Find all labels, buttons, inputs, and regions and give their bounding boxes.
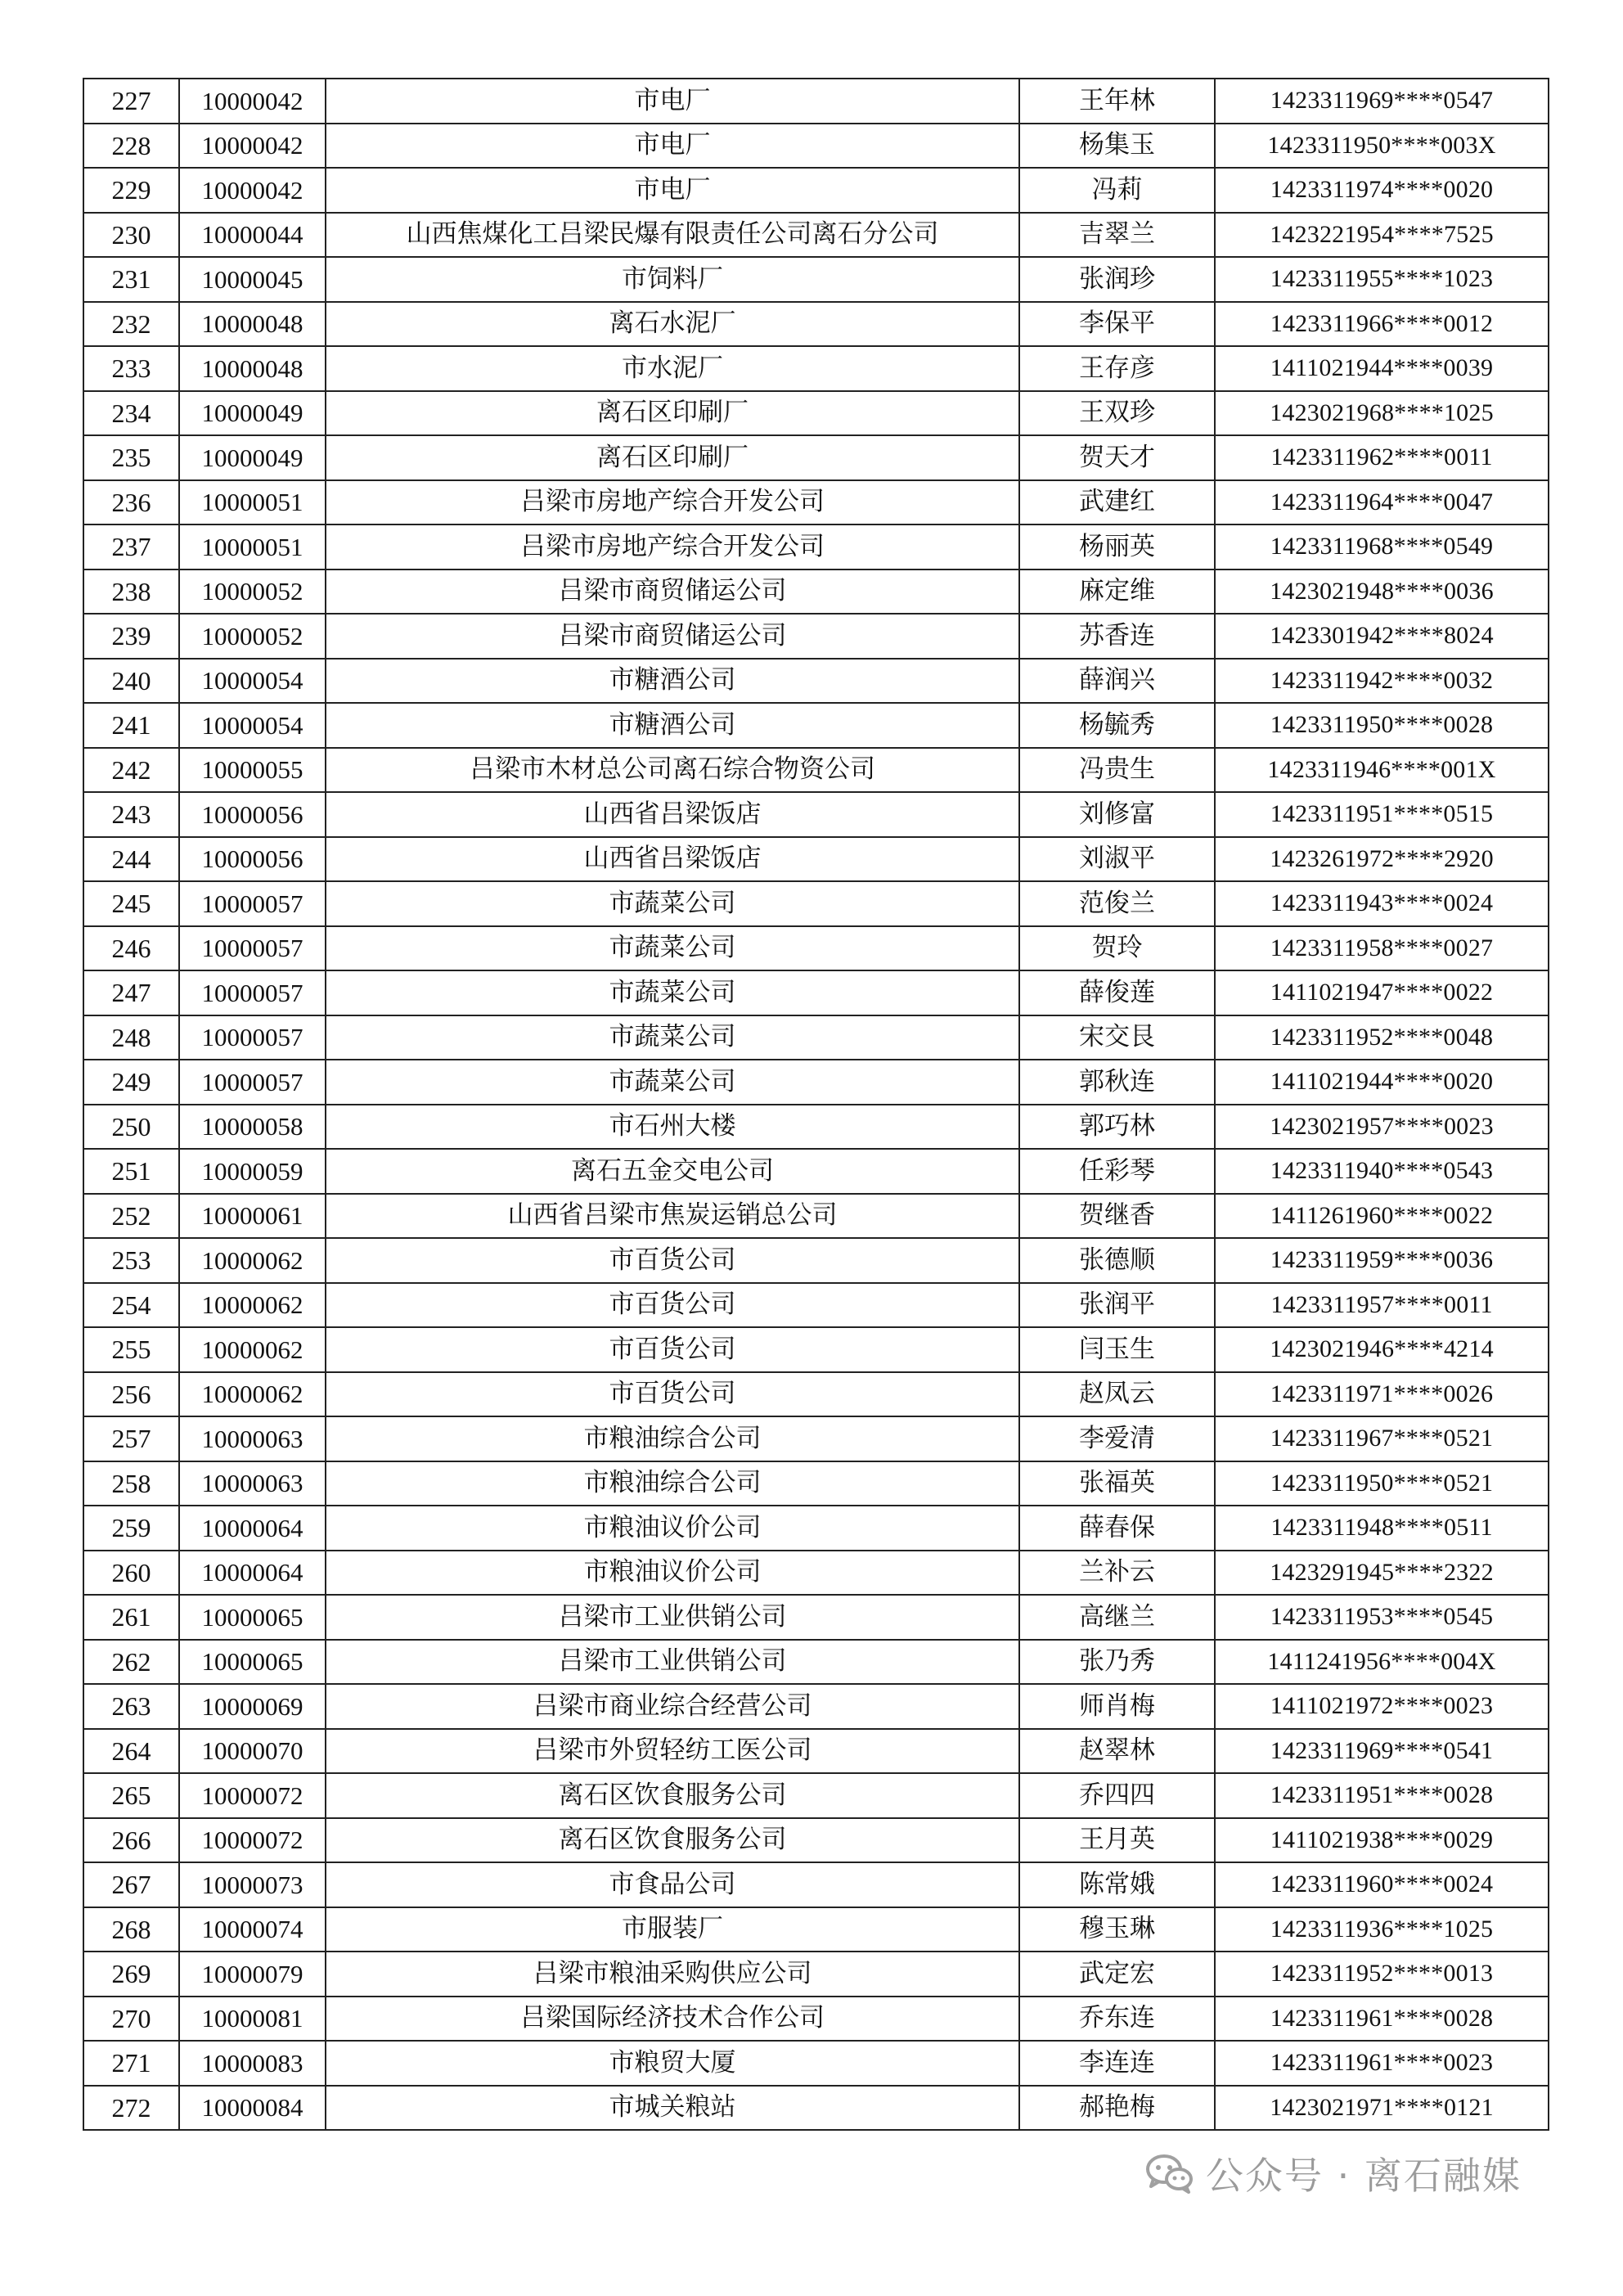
unit-name-cell: 市蔬菜公司 bbox=[326, 1015, 1019, 1060]
seq-cell: 268 bbox=[83, 1907, 179, 1952]
unit-code-cell: 10000042 bbox=[179, 124, 326, 169]
table-row bbox=[83, 302, 1549, 347]
id-number-cell: 1411021938****0029 bbox=[1215, 1818, 1549, 1863]
id-number-cell: 1423021948****0036 bbox=[1215, 569, 1549, 615]
unit-code-cell: 10000069 bbox=[179, 1684, 326, 1729]
seq-cell: 239 bbox=[83, 614, 179, 659]
unit-code-cell: 10000070 bbox=[179, 1729, 326, 1774]
id-number-cell: 1423311966****0012 bbox=[1215, 302, 1549, 347]
table-row bbox=[83, 1060, 1549, 1105]
person-name-cell: 李保平 bbox=[1019, 302, 1215, 347]
unit-name-cell: 山西省吕梁饭店 bbox=[326, 837, 1019, 882]
table-row bbox=[83, 1862, 1549, 1907]
id-number-cell: 1423311969****0541 bbox=[1215, 1729, 1549, 1774]
seq-cell: 270 bbox=[83, 1997, 179, 2042]
seq-cell: 245 bbox=[83, 881, 179, 926]
unit-name-cell: 离石区饮食服务公司 bbox=[326, 1773, 1019, 1818]
seq-cell: 250 bbox=[83, 1105, 179, 1150]
table-row bbox=[83, 1327, 1549, 1372]
unit-code-cell: 10000057 bbox=[179, 970, 326, 1015]
table-row bbox=[83, 1997, 1549, 2042]
unit-name-cell: 吕梁市商业综合经营公司 bbox=[326, 1684, 1019, 1729]
unit-name-cell: 市百货公司 bbox=[326, 1283, 1019, 1328]
table-row bbox=[83, 2041, 1549, 2086]
unit-code-cell: 10000072 bbox=[179, 1773, 326, 1818]
unit-code-cell: 10000062 bbox=[179, 1327, 326, 1372]
seq-cell: 238 bbox=[83, 569, 179, 615]
id-number-cell: 1423311950****0521 bbox=[1215, 1461, 1549, 1506]
table-row bbox=[83, 1684, 1549, 1729]
unit-name-cell: 市糖酒公司 bbox=[326, 659, 1019, 704]
table-row bbox=[83, 1015, 1549, 1060]
document-page bbox=[83, 78, 1548, 2131]
roster-table-body bbox=[83, 79, 1549, 2130]
unit-name-cell: 市粮油综合公司 bbox=[326, 1416, 1019, 1461]
person-name-cell: 任彩琴 bbox=[1019, 1149, 1215, 1194]
person-name-cell: 张福英 bbox=[1019, 1461, 1215, 1506]
id-number-cell: 1423311946****001X bbox=[1215, 748, 1549, 793]
person-name-cell: 刘修富 bbox=[1019, 792, 1215, 837]
person-name-cell: 乔四四 bbox=[1019, 1773, 1215, 1818]
unit-code-cell: 10000049 bbox=[179, 391, 326, 436]
id-number-cell: 1423021957****0023 bbox=[1215, 1105, 1549, 1150]
seq-cell: 262 bbox=[83, 1640, 179, 1685]
unit-code-cell: 10000045 bbox=[179, 257, 326, 302]
table-row bbox=[83, 1461, 1549, 1506]
person-name-cell: 薛俊莲 bbox=[1019, 970, 1215, 1015]
seq-cell: 269 bbox=[83, 1952, 179, 1997]
id-number-cell: 1423311969****0547 bbox=[1215, 79, 1549, 124]
id-number-cell: 1411021944****0039 bbox=[1215, 346, 1549, 391]
id-number-cell: 1423311948****0511 bbox=[1215, 1506, 1549, 1551]
unit-code-cell: 10000057 bbox=[179, 926, 326, 971]
id-number-cell: 1411261960****0022 bbox=[1215, 1194, 1549, 1239]
person-name-cell: 贺天才 bbox=[1019, 435, 1215, 480]
table-row bbox=[83, 2086, 1549, 2131]
unit-code-cell: 10000074 bbox=[179, 1907, 326, 1952]
seq-cell: 263 bbox=[83, 1684, 179, 1729]
unit-code-cell: 10000079 bbox=[179, 1952, 326, 1997]
seq-cell: 231 bbox=[83, 257, 179, 302]
unit-code-cell: 10000064 bbox=[179, 1506, 326, 1551]
table-row bbox=[83, 257, 1549, 302]
unit-name-cell: 市粮油议价公司 bbox=[326, 1551, 1019, 1596]
person-name-cell: 闫玉生 bbox=[1019, 1327, 1215, 1372]
unit-name-cell: 市蔬菜公司 bbox=[326, 926, 1019, 971]
seq-cell: 228 bbox=[83, 124, 179, 169]
roster-table bbox=[83, 78, 1549, 2131]
unit-code-cell: 10000058 bbox=[179, 1105, 326, 1150]
watermark-text: 公众号 · 离石融媒 bbox=[1206, 2154, 1522, 2198]
unit-name-cell: 市水泥厂 bbox=[326, 346, 1019, 391]
person-name-cell: 张德顺 bbox=[1019, 1238, 1215, 1283]
unit-code-cell: 10000061 bbox=[179, 1194, 326, 1239]
person-name-cell: 麻定维 bbox=[1019, 569, 1215, 615]
id-number-cell: 1423311943****0024 bbox=[1215, 881, 1549, 926]
person-name-cell: 刘淑平 bbox=[1019, 837, 1215, 882]
seq-cell: 257 bbox=[83, 1416, 179, 1461]
table-row bbox=[83, 1506, 1549, 1551]
table-row bbox=[83, 391, 1549, 436]
seq-cell: 243 bbox=[83, 792, 179, 837]
seq-cell: 237 bbox=[83, 524, 179, 569]
unit-name-cell: 吕梁市木材总公司离石综合物资公司 bbox=[326, 748, 1019, 793]
person-name-cell: 赵翠林 bbox=[1019, 1729, 1215, 1774]
unit-code-cell: 10000065 bbox=[179, 1595, 326, 1640]
person-name-cell: 赵凤云 bbox=[1019, 1372, 1215, 1417]
table-row bbox=[83, 1729, 1549, 1774]
unit-code-cell: 10000073 bbox=[179, 1862, 326, 1907]
unit-code-cell: 10000048 bbox=[179, 302, 326, 347]
table-row bbox=[83, 1818, 1549, 1863]
unit-name-cell: 离石区印刷厂 bbox=[326, 435, 1019, 480]
unit-name-cell: 吕梁市外贸轻纺工医公司 bbox=[326, 1729, 1019, 1774]
person-name-cell: 师肖梅 bbox=[1019, 1684, 1215, 1729]
person-name-cell: 杨毓秀 bbox=[1019, 703, 1215, 748]
id-number-cell: 1423311961****0028 bbox=[1215, 1997, 1549, 2042]
table-row bbox=[83, 346, 1549, 391]
unit-code-cell: 10000042 bbox=[179, 168, 326, 213]
person-name-cell: 王存彦 bbox=[1019, 346, 1215, 391]
table-row bbox=[83, 703, 1549, 748]
table-row bbox=[83, 1149, 1549, 1194]
table-row bbox=[83, 524, 1549, 569]
person-name-cell: 苏香连 bbox=[1019, 614, 1215, 659]
seq-cell: 256 bbox=[83, 1372, 179, 1417]
person-name-cell: 穆玉琳 bbox=[1019, 1907, 1215, 1952]
table-row bbox=[83, 881, 1549, 926]
unit-name-cell: 离石水泥厂 bbox=[326, 302, 1019, 347]
seq-cell: 253 bbox=[83, 1238, 179, 1283]
id-number-cell: 1423311959****0036 bbox=[1215, 1238, 1549, 1283]
table-row bbox=[83, 926, 1549, 971]
seq-cell: 264 bbox=[83, 1729, 179, 1774]
person-name-cell: 王月英 bbox=[1019, 1818, 1215, 1863]
seq-cell: 232 bbox=[83, 302, 179, 347]
seq-cell: 227 bbox=[83, 79, 179, 124]
person-name-cell: 宋交艮 bbox=[1019, 1015, 1215, 1060]
id-number-cell: 1423311953****0545 bbox=[1215, 1595, 1549, 1640]
unit-name-cell: 市蔬菜公司 bbox=[326, 1060, 1019, 1105]
seq-cell: 233 bbox=[83, 346, 179, 391]
unit-name-cell: 市食品公司 bbox=[326, 1862, 1019, 1907]
unit-code-cell: 10000052 bbox=[179, 569, 326, 615]
person-name-cell: 范俊兰 bbox=[1019, 881, 1215, 926]
unit-name-cell: 市粮贸大厦 bbox=[326, 2041, 1019, 2086]
person-name-cell: 张乃秀 bbox=[1019, 1640, 1215, 1685]
person-name-cell: 郭秋连 bbox=[1019, 1060, 1215, 1105]
unit-name-cell: 吕梁市房地产综合开发公司 bbox=[326, 480, 1019, 525]
unit-code-cell: 10000064 bbox=[179, 1551, 326, 1596]
watermark bbox=[1145, 2142, 1522, 2204]
person-name-cell: 武建红 bbox=[1019, 480, 1215, 525]
id-number-cell: 1423021968****1025 bbox=[1215, 391, 1549, 436]
id-number-cell: 1423311940****0543 bbox=[1215, 1149, 1549, 1194]
table-row bbox=[83, 748, 1549, 793]
id-number-cell: 1423311951****0515 bbox=[1215, 792, 1549, 837]
unit-code-cell: 10000084 bbox=[179, 2086, 326, 2131]
unit-code-cell: 10000063 bbox=[179, 1416, 326, 1461]
unit-name-cell: 吕梁市工业供销公司 bbox=[326, 1595, 1019, 1640]
unit-code-cell: 10000055 bbox=[179, 748, 326, 793]
id-number-cell: 1411241956****004X bbox=[1215, 1640, 1549, 1685]
table-row bbox=[83, 79, 1549, 124]
unit-name-cell: 市石州大楼 bbox=[326, 1105, 1019, 1150]
unit-name-cell: 市百货公司 bbox=[326, 1372, 1019, 1417]
unit-name-cell: 离石区印刷厂 bbox=[326, 391, 1019, 436]
seq-cell: 242 bbox=[83, 748, 179, 793]
seq-cell: 248 bbox=[83, 1015, 179, 1060]
table-row bbox=[83, 1283, 1549, 1328]
unit-code-cell: 10000072 bbox=[179, 1818, 326, 1863]
person-name-cell: 张润珍 bbox=[1019, 257, 1215, 302]
unit-name-cell: 市电厂 bbox=[326, 124, 1019, 169]
unit-name-cell: 市电厂 bbox=[326, 79, 1019, 124]
seq-cell: 258 bbox=[83, 1461, 179, 1506]
unit-name-cell: 市糖酒公司 bbox=[326, 703, 1019, 748]
unit-name-cell: 市粮油议价公司 bbox=[326, 1506, 1019, 1551]
id-number-cell: 1423311962****0011 bbox=[1215, 435, 1549, 480]
id-number-cell: 1411021972****0023 bbox=[1215, 1684, 1549, 1729]
unit-name-cell: 市粮油综合公司 bbox=[326, 1461, 1019, 1506]
id-number-cell: 1423311957****0011 bbox=[1215, 1283, 1549, 1328]
seq-cell: 246 bbox=[83, 926, 179, 971]
person-name-cell: 陈常娥 bbox=[1019, 1862, 1215, 1907]
person-name-cell: 薛春保 bbox=[1019, 1506, 1215, 1551]
id-number-cell: 1411021947****0022 bbox=[1215, 970, 1549, 1015]
seq-cell: 235 bbox=[83, 435, 179, 480]
unit-code-cell: 10000062 bbox=[179, 1238, 326, 1283]
unit-code-cell: 10000052 bbox=[179, 614, 326, 659]
unit-name-cell: 吕梁市房地产综合开发公司 bbox=[326, 524, 1019, 569]
id-number-cell: 1423311951****0028 bbox=[1215, 1773, 1549, 1818]
seq-cell: 261 bbox=[83, 1595, 179, 1640]
unit-code-cell: 10000051 bbox=[179, 524, 326, 569]
unit-code-cell: 10000063 bbox=[179, 1461, 326, 1506]
unit-name-cell: 吕梁市工业供销公司 bbox=[326, 1640, 1019, 1685]
id-number-cell: 1423311950****0028 bbox=[1215, 703, 1549, 748]
person-name-cell: 薛润兴 bbox=[1019, 659, 1215, 704]
unit-code-cell: 10000056 bbox=[179, 792, 326, 837]
id-number-cell: 1423311964****0047 bbox=[1215, 480, 1549, 525]
seq-cell: 240 bbox=[83, 659, 179, 704]
seq-cell: 271 bbox=[83, 2041, 179, 2086]
id-number-cell: 1423021971****0121 bbox=[1215, 2086, 1549, 2131]
seq-cell: 259 bbox=[83, 1506, 179, 1551]
seq-cell: 229 bbox=[83, 168, 179, 213]
seq-cell: 251 bbox=[83, 1149, 179, 1194]
person-name-cell: 贺玲 bbox=[1019, 926, 1215, 971]
id-number-cell: 1423311974****0020 bbox=[1215, 168, 1549, 213]
unit-code-cell: 10000054 bbox=[179, 703, 326, 748]
unit-code-cell: 10000049 bbox=[179, 435, 326, 480]
table-row bbox=[83, 435, 1549, 480]
unit-code-cell: 10000062 bbox=[179, 1283, 326, 1328]
unit-name-cell: 离石区饮食服务公司 bbox=[326, 1818, 1019, 1863]
id-number-cell: 1423311961****0023 bbox=[1215, 2041, 1549, 2086]
seq-cell: 265 bbox=[83, 1773, 179, 1818]
table-row bbox=[83, 1551, 1549, 1596]
table-row bbox=[83, 213, 1549, 258]
table-row bbox=[83, 614, 1549, 659]
seq-cell: 260 bbox=[83, 1551, 179, 1596]
id-number-cell: 1423311967****0521 bbox=[1215, 1416, 1549, 1461]
seq-cell: 247 bbox=[83, 970, 179, 1015]
seq-cell: 244 bbox=[83, 837, 179, 882]
unit-name-cell: 山西焦煤化工吕梁民爆有限责任公司离石分公司 bbox=[326, 213, 1019, 258]
unit-name-cell: 市服装厂 bbox=[326, 1907, 1019, 1952]
id-number-cell: 1423301942****8024 bbox=[1215, 614, 1549, 659]
person-name-cell: 贺继香 bbox=[1019, 1194, 1215, 1239]
unit-code-cell: 10000054 bbox=[179, 659, 326, 704]
unit-code-cell: 10000056 bbox=[179, 837, 326, 882]
unit-name-cell: 市百货公司 bbox=[326, 1238, 1019, 1283]
id-number-cell: 1423311968****0549 bbox=[1215, 524, 1549, 569]
seq-cell: 234 bbox=[83, 391, 179, 436]
unit-name-cell: 吕梁市商贸储运公司 bbox=[326, 569, 1019, 615]
unit-code-cell: 10000057 bbox=[179, 881, 326, 926]
table-row bbox=[83, 1907, 1549, 1952]
table-row bbox=[83, 792, 1549, 837]
unit-name-cell: 吕梁国际经济技术合作公司 bbox=[326, 1997, 1019, 2042]
unit-name-cell: 山西省吕梁市焦炭运销总公司 bbox=[326, 1194, 1019, 1239]
person-name-cell: 高继兰 bbox=[1019, 1595, 1215, 1640]
id-number-cell: 1423311942****0032 bbox=[1215, 659, 1549, 704]
table-row bbox=[83, 1640, 1549, 1685]
unit-code-cell: 10000044 bbox=[179, 213, 326, 258]
person-name-cell: 李爱清 bbox=[1019, 1416, 1215, 1461]
seq-cell: 236 bbox=[83, 480, 179, 525]
unit-name-cell: 离石五金交电公司 bbox=[326, 1149, 1019, 1194]
seq-cell: 254 bbox=[83, 1283, 179, 1328]
table-row bbox=[83, 837, 1549, 882]
person-name-cell: 冯莉 bbox=[1019, 168, 1215, 213]
unit-name-cell: 吕梁市粮油采购供应公司 bbox=[326, 1952, 1019, 1997]
id-number-cell: 1423311936****1025 bbox=[1215, 1907, 1549, 1952]
table-row bbox=[83, 168, 1549, 213]
id-number-cell: 1423291945****2322 bbox=[1215, 1551, 1549, 1596]
id-number-cell: 1423261972****2920 bbox=[1215, 837, 1549, 882]
id-number-cell: 1423311950****003X bbox=[1215, 124, 1549, 169]
table-row bbox=[83, 1416, 1549, 1461]
person-name-cell: 杨丽英 bbox=[1019, 524, 1215, 569]
seq-cell: 241 bbox=[83, 703, 179, 748]
person-name-cell: 李连连 bbox=[1019, 2041, 1215, 2086]
unit-code-cell: 10000081 bbox=[179, 1997, 326, 2042]
seq-cell: 267 bbox=[83, 1862, 179, 1907]
id-number-cell: 1423021946****4214 bbox=[1215, 1327, 1549, 1372]
id-number-cell: 1423311952****0013 bbox=[1215, 1952, 1549, 1997]
unit-code-cell: 10000042 bbox=[179, 79, 326, 124]
seq-cell: 230 bbox=[83, 213, 179, 258]
table-row bbox=[83, 480, 1549, 525]
table-row bbox=[83, 659, 1549, 704]
table-row bbox=[83, 1194, 1549, 1239]
table-row bbox=[83, 1595, 1549, 1640]
seq-cell: 252 bbox=[83, 1194, 179, 1239]
seq-cell: 272 bbox=[83, 2086, 179, 2131]
wechat-icon bbox=[1145, 2152, 1194, 2195]
table-row bbox=[83, 970, 1549, 1015]
table-row bbox=[83, 1105, 1549, 1150]
person-name-cell: 张润平 bbox=[1019, 1283, 1215, 1328]
person-name-cell: 王年林 bbox=[1019, 79, 1215, 124]
unit-name-cell: 市蔬菜公司 bbox=[326, 970, 1019, 1015]
unit-name-cell: 山西省吕梁饭店 bbox=[326, 792, 1019, 837]
unit-name-cell: 市蔬菜公司 bbox=[326, 881, 1019, 926]
table-row bbox=[83, 1238, 1549, 1283]
id-number-cell: 1423311971****0026 bbox=[1215, 1372, 1549, 1417]
person-name-cell: 武定宏 bbox=[1019, 1952, 1215, 1997]
unit-code-cell: 10000048 bbox=[179, 346, 326, 391]
person-name-cell: 郭巧林 bbox=[1019, 1105, 1215, 1150]
id-number-cell: 1411021944****0020 bbox=[1215, 1060, 1549, 1105]
unit-code-cell: 10000051 bbox=[179, 480, 326, 525]
id-number-cell: 1423311960****0024 bbox=[1215, 1862, 1549, 1907]
person-name-cell: 乔东连 bbox=[1019, 1997, 1215, 2042]
seq-cell: 266 bbox=[83, 1818, 179, 1863]
unit-name-cell: 市电厂 bbox=[326, 168, 1019, 213]
id-number-cell: 1423311952****0048 bbox=[1215, 1015, 1549, 1060]
table-row bbox=[83, 569, 1549, 615]
table-row bbox=[83, 124, 1549, 169]
unit-name-cell: 市城关粮站 bbox=[326, 2086, 1019, 2131]
table-row bbox=[83, 1372, 1549, 1417]
unit-name-cell: 市百货公司 bbox=[326, 1327, 1019, 1372]
person-name-cell: 冯贵生 bbox=[1019, 748, 1215, 793]
seq-cell: 255 bbox=[83, 1327, 179, 1372]
table-row bbox=[83, 1952, 1549, 1997]
unit-code-cell: 10000057 bbox=[179, 1060, 326, 1105]
id-number-cell: 1423311958****0027 bbox=[1215, 926, 1549, 971]
unit-name-cell: 市饲料厂 bbox=[326, 257, 1019, 302]
unit-code-cell: 10000059 bbox=[179, 1149, 326, 1194]
person-name-cell: 吉翠兰 bbox=[1019, 213, 1215, 258]
unit-code-cell: 10000057 bbox=[179, 1015, 326, 1060]
seq-cell: 249 bbox=[83, 1060, 179, 1105]
person-name-cell: 杨集玉 bbox=[1019, 124, 1215, 169]
unit-code-cell: 10000065 bbox=[179, 1640, 326, 1685]
person-name-cell: 兰补云 bbox=[1019, 1551, 1215, 1596]
person-name-cell: 王双珍 bbox=[1019, 391, 1215, 436]
unit-code-cell: 10000062 bbox=[179, 1372, 326, 1417]
table-row bbox=[83, 1773, 1549, 1818]
id-number-cell: 1423221954****7525 bbox=[1215, 213, 1549, 258]
unit-code-cell: 10000083 bbox=[179, 2041, 326, 2086]
person-name-cell: 郝艳梅 bbox=[1019, 2086, 1215, 2131]
id-number-cell: 1423311955****1023 bbox=[1215, 257, 1549, 302]
unit-name-cell: 吕梁市商贸储运公司 bbox=[326, 614, 1019, 659]
